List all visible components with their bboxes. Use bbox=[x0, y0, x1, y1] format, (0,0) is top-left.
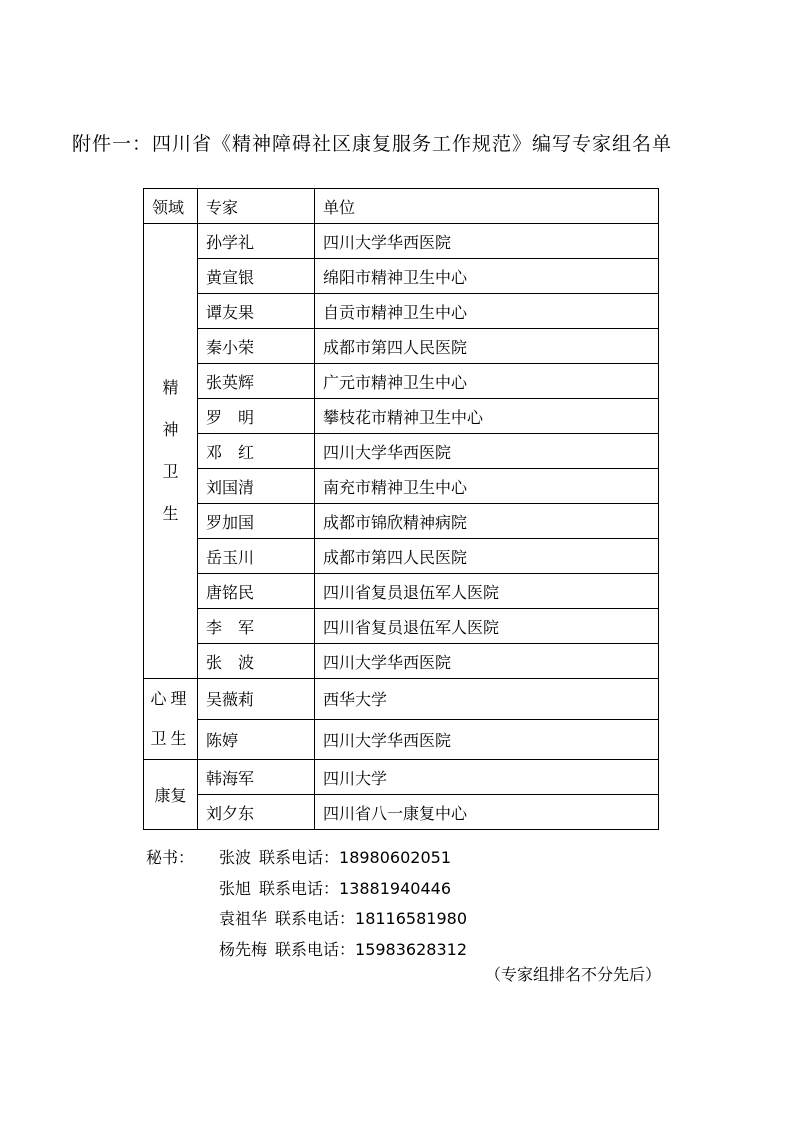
expert-unit: 广元市精神卫生中心 bbox=[315, 364, 659, 399]
expert-name: 张 波 bbox=[198, 644, 315, 679]
expert-unit: 四川省复员退伍军人医院 bbox=[315, 609, 659, 644]
table-row bbox=[144, 399, 659, 434]
expert-name: 李 军 bbox=[198, 609, 315, 644]
table-row bbox=[144, 434, 659, 469]
table-row bbox=[144, 539, 659, 574]
expert-unit: 四川大学 bbox=[315, 760, 659, 795]
expert-unit: 自贡市精神卫生中心 bbox=[315, 294, 659, 329]
table-row bbox=[144, 644, 659, 679]
expert-unit: 成都市第四人民医院 bbox=[315, 539, 659, 574]
expert-unit: 成都市锦欣精神病院 bbox=[315, 504, 659, 539]
secretary-name: 杨先梅 bbox=[219, 939, 268, 959]
expert-name: 韩海军 bbox=[198, 760, 315, 795]
secretaries-label: 秘书： bbox=[146, 848, 195, 867]
expert-name: 刘夕东 bbox=[198, 795, 315, 830]
domain-char: 精 bbox=[162, 378, 179, 397]
table-row bbox=[144, 364, 659, 399]
table-header-row bbox=[144, 189, 659, 224]
expert-name: 秦小荣 bbox=[198, 329, 315, 364]
expert-name: 张英辉 bbox=[198, 364, 315, 399]
secretary-contact: 联系电话：18116581980 bbox=[275, 909, 467, 928]
expert-unit: 攀枝花市精神卫生中心 bbox=[315, 399, 659, 434]
expert-name: 谭友果 bbox=[198, 294, 315, 329]
expert-unit: 四川省复员退伍军人医院 bbox=[315, 574, 659, 609]
table-row bbox=[144, 259, 659, 294]
expert-table bbox=[143, 188, 659, 830]
secretary-contact: 联系电话：13881940446 bbox=[259, 878, 451, 898]
secretary-contact: 联系电话：18980602051 bbox=[259, 848, 451, 867]
table-row bbox=[144, 504, 659, 539]
domain-line: 心理 bbox=[150, 689, 191, 708]
header-domain: 领域 bbox=[144, 189, 198, 224]
table-row bbox=[144, 574, 659, 609]
expert-unit: 西华大学 bbox=[315, 679, 659, 720]
ranking-note: （专家组排名不分先后） bbox=[485, 965, 662, 984]
expert-name: 罗 明 bbox=[198, 399, 315, 434]
table-row bbox=[144, 760, 659, 795]
table-row bbox=[144, 679, 659, 720]
table-row bbox=[144, 719, 659, 760]
expert-name: 孙学礼 bbox=[198, 224, 315, 259]
expert-name: 唐铭民 bbox=[198, 574, 315, 609]
table-row bbox=[144, 224, 659, 259]
document-title: 附件一：四川省《精神障碍社区康复服务工作规范》编写专家组名单 bbox=[72, 133, 673, 155]
table-row bbox=[144, 329, 659, 364]
secretary-contact: 联系电话：15983628312 bbox=[275, 939, 467, 959]
secretary-name: 张旭 bbox=[219, 878, 252, 898]
table-row bbox=[144, 294, 659, 329]
domain-mental-health bbox=[144, 224, 198, 679]
expert-unit: 成都市第四人民医院 bbox=[315, 329, 659, 364]
domain-char: 卫 bbox=[162, 462, 179, 481]
expert-name: 罗加国 bbox=[198, 504, 315, 539]
expert-unit: 四川省八一康复中心 bbox=[315, 795, 659, 830]
table-row bbox=[144, 609, 659, 644]
domain-char: 生 bbox=[162, 504, 179, 523]
expert-unit: 四川大学华西医院 bbox=[315, 644, 659, 679]
expert-unit: 南充市精神卫生中心 bbox=[315, 469, 659, 504]
expert-unit: 四川大学华西医院 bbox=[315, 224, 659, 259]
header-unit: 单位 bbox=[315, 189, 659, 224]
expert-name: 邓 红 bbox=[198, 434, 315, 469]
domain-psychological-health bbox=[144, 679, 198, 760]
secretary-name: 袁祖华 bbox=[219, 909, 268, 928]
domain-rehabilitation: 康复 bbox=[144, 760, 198, 830]
expert-name: 刘国清 bbox=[198, 469, 315, 504]
secretary-name: 张波 bbox=[219, 848, 252, 867]
expert-unit: 四川大学华西医院 bbox=[315, 719, 659, 760]
expert-name: 黄宣银 bbox=[198, 259, 315, 294]
expert-name: 吴薇莉 bbox=[198, 679, 315, 720]
domain-line: 卫生 bbox=[150, 729, 191, 748]
expert-unit: 绵阳市精神卫生中心 bbox=[315, 259, 659, 294]
table-row bbox=[144, 795, 659, 830]
expert-unit: 四川大学华西医院 bbox=[315, 434, 659, 469]
header-expert: 专家 bbox=[198, 189, 315, 224]
table-row bbox=[144, 469, 659, 504]
domain-char: 神 bbox=[162, 420, 179, 439]
expert-name: 岳玉川 bbox=[198, 539, 315, 574]
expert-name: 陈婷 bbox=[198, 719, 315, 760]
